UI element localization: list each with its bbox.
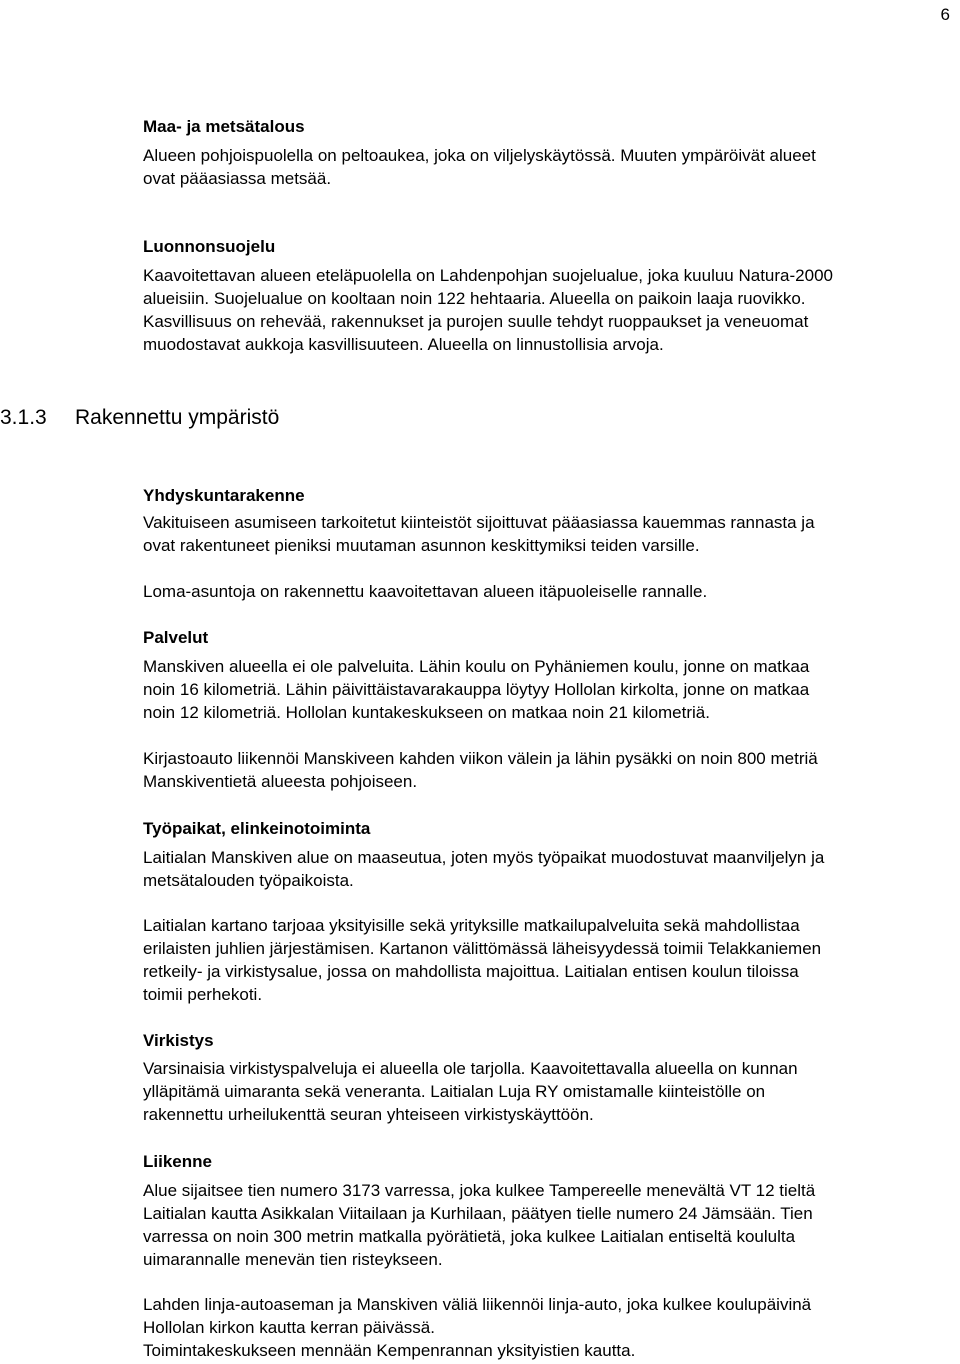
paragraph-palvelut-1 xyxy=(143,655,943,724)
text-line: varressa on noin 300 metrin matkalla pyörätietä, joka kulkee Laitialan entiseltä koululta xyxy=(143,1227,796,1246)
paragraph-liikenne-2 xyxy=(143,1293,943,1362)
text-line: Hollolan kirkon kautta kerran päivässä. xyxy=(143,1318,435,1337)
text-line: uimarannalle menevän tien risteykseen. xyxy=(143,1250,443,1269)
text-line: ovat rakentuneet pieniksi muutaman asunnon keskittymiksi teiden varsille. xyxy=(143,536,700,555)
text-line: alueisiin. Suojelualue on kooltaan noin 122 hehtaaria. Alueella on paikoin laaja ruovikko. xyxy=(143,289,806,308)
paragraph-luonnonsuojelu xyxy=(143,264,943,356)
text-line: muodostavat aukkoja kasvillisuuteen. Alueella on linnustollisia arvoja. xyxy=(143,335,664,354)
text-line: Laitialan kautta Asikkalan Viitailaan ja Kurhilaan, päätyen tielle numero 24 Jämsään. Tien xyxy=(143,1204,813,1223)
heading-liikenne: Liikenne xyxy=(143,1152,212,1171)
paragraph-yhdyskuntarakenne-1 xyxy=(143,511,943,557)
text-line: Kasvillisuus on rehevää, rakennukset ja purojen suulle tehdyt ruoppaukset ja veneuomat xyxy=(143,312,809,331)
text-line: Kaavoitettavan alueen eteläpuolella on Lahdenpohjan suojelualue, joka kuuluu Natura-2000 xyxy=(143,266,833,285)
paragraph-liikenne-1 xyxy=(143,1179,943,1271)
text-line: Loma-asuntoja on rakennettu kaavoitettavan alueen itäpuoleiselle rannalle. xyxy=(143,582,708,601)
text-line: Lahden linja-autoaseman ja Manskiven väliä liikennöi linja-auto, joka kulkee koulupäivinä xyxy=(143,1295,812,1314)
paragraph-virkistys xyxy=(143,1057,943,1126)
text-line: noin 12 kilometriä. Hollolan kuntakeskukseen on matkaa noin 21 kilometriä. xyxy=(143,703,710,722)
text-line: Vakituiseen asumiseen tarkoitetut kiinteistöt sijoittuvat pääasiassa kauemmas rannasta ja xyxy=(143,513,815,532)
text-line: Kirjastoauto liikennöi Manskiveen kahden viikon välein ja lähin pysäkki on noin 800 metriä xyxy=(143,749,818,768)
heading-palvelut: Palvelut xyxy=(143,628,209,647)
text-line: Laitialan kartano tarjoaa yksityisille sekä yrityksille matkailupalveluita sekä mahdollistaa xyxy=(143,916,800,935)
text-line: Manskiven alueella ei ole palveluita. Lähin koulu on Pyhäniemen koulu, jonne on matkaa xyxy=(143,657,810,676)
page-number: 6 xyxy=(940,5,950,24)
text-line: metsätalouden työpaikoista. xyxy=(143,871,354,890)
text-line: erilaisten juhlien järjestämisen. Kartanon välittömässä läheisyydessä toimii Telakkaniemen xyxy=(143,939,822,958)
text-line: Manskiventietä alueesta pohjoiseen. xyxy=(143,772,418,791)
text-line: ylläpitämä uimaranta sekä veneranta. Laitialan Luja RY omistamalle kiinteistölle on xyxy=(143,1082,766,1101)
paragraph-maa-ja-metsatalous xyxy=(143,144,943,190)
section-number: 3.1.3 xyxy=(0,406,47,429)
section-title-rakennettu-ymparisto xyxy=(0,404,279,432)
heading-yhdyskuntarakenne: Yhdyskuntarakenne xyxy=(143,486,305,505)
text-line: Alue sijaitsee tien numero 3173 varressa, joka kulkee Tampereelle menevältä VT 12 tieltä xyxy=(143,1181,816,1200)
text-line: ovat pääasiassa metsää. xyxy=(143,169,332,188)
text-line: Laitialan Manskiven alue on maaseutua, joten myös työpaikat muodostuvat maanviljelyn ja xyxy=(143,848,825,867)
heading-maa-ja-metsatalous: Maa- ja metsätalous xyxy=(143,117,305,136)
paragraph-tyopaikat-2 xyxy=(143,914,943,1006)
text-line: Varsinaisia virkistyspalveluja ei alueella ole tarjolla. Kaavoitettavalla alueella on kunnan xyxy=(143,1059,798,1078)
heading-virkistys: Virkistys xyxy=(143,1031,214,1050)
heading-tyopaikat-elinkeinotoiminta: Työpaikat, elinkeinotoiminta xyxy=(143,819,371,838)
text-line: rakennettu urheilukenttä seuran yhteiseen virkistyskäyttöön. xyxy=(143,1105,594,1124)
section-title-text: Rakennettu ympäristö xyxy=(75,406,280,429)
paragraph-palvelut-2 xyxy=(143,747,943,793)
text-line: Toimintakeskukseen mennään Kempenrannan yksityistien kautta. xyxy=(143,1341,636,1360)
text-line: noin 16 kilometriä. Lähin päivittäistavarakauppa löytyy Hollolan kirkolta, jonne on matkaa xyxy=(143,680,810,699)
paragraph-tyopaikat-1 xyxy=(143,846,943,892)
paragraph-yhdyskuntarakenne-2 xyxy=(143,580,943,603)
text-line: Alueen pohjoispuolella on peltoaukea, joka on viljelyskäytössä. Muuten ympäröivät alueet xyxy=(143,146,816,165)
text-line: retkeily- ja virkistysalue, jossa on mahdollista majoittua. Laitialan entisen koulun tiloissa xyxy=(143,962,799,981)
text-line: toimii perhekoti. xyxy=(143,985,263,1004)
heading-luonnonsuojelu: Luonnonsuojelu xyxy=(143,237,276,256)
